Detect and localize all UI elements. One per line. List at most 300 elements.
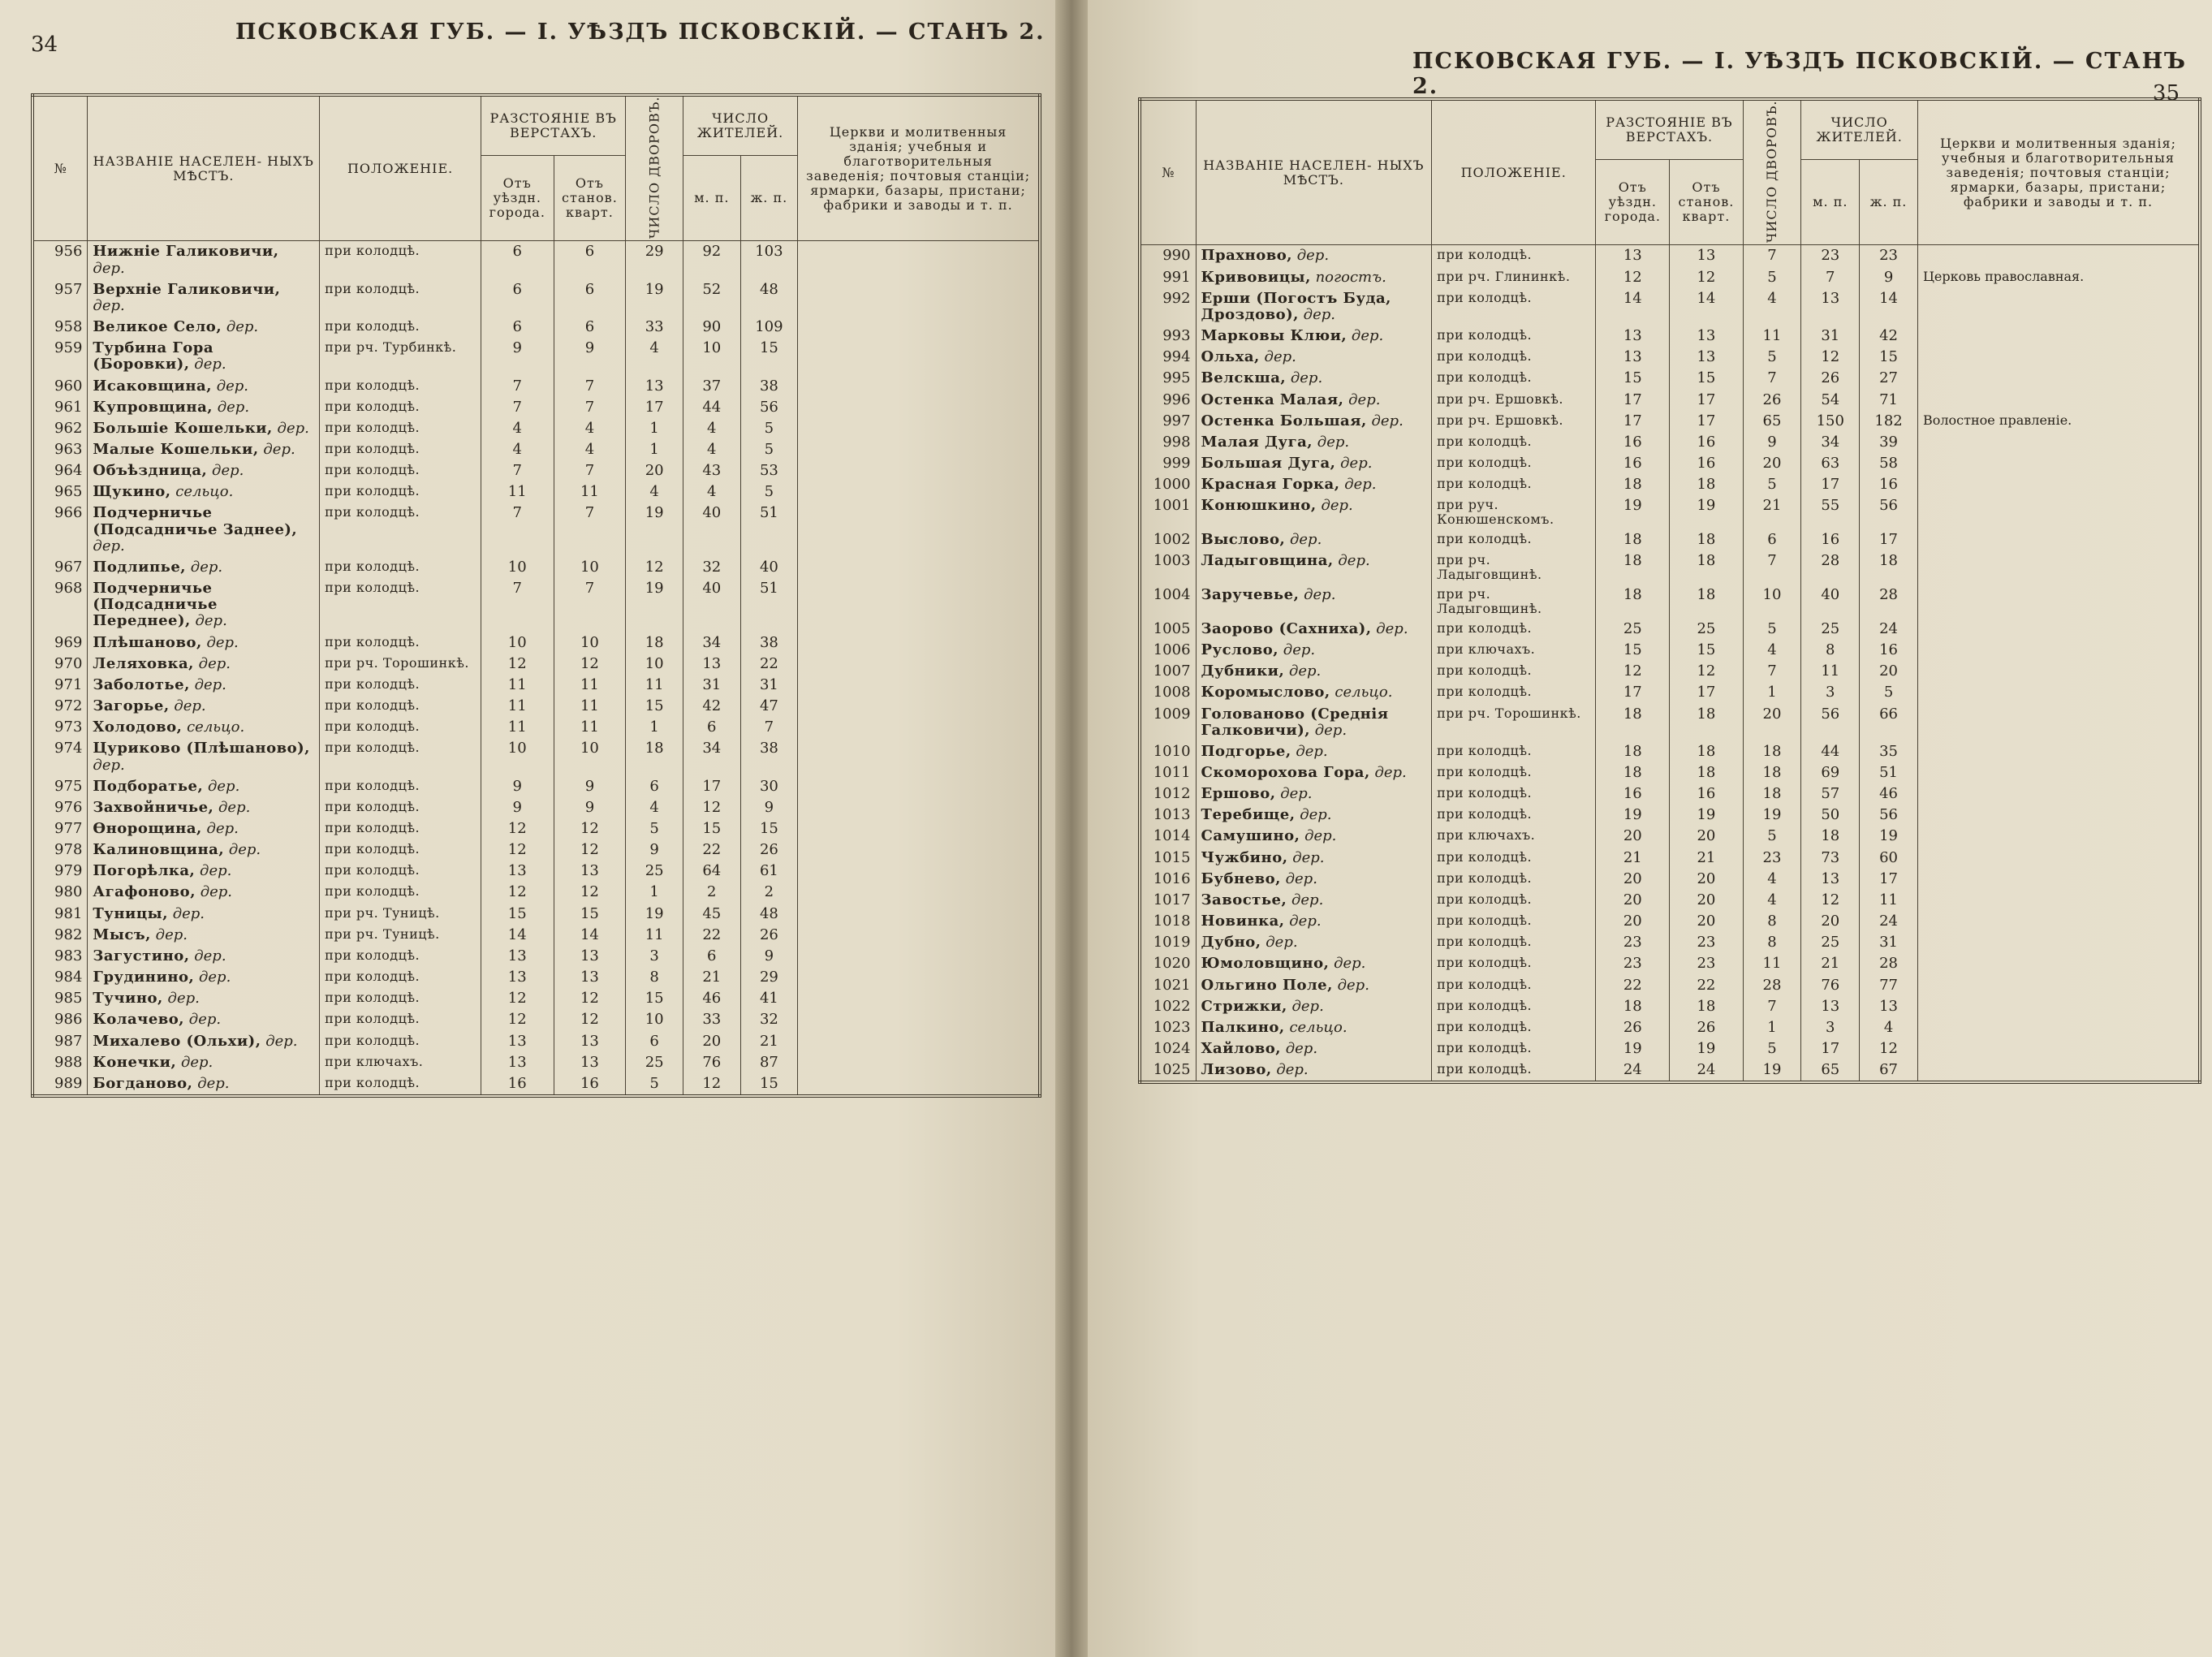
place-name: Цуриково (Плѣшаново), — [93, 740, 310, 757]
female-count: 67 — [1860, 1059, 1918, 1082]
place-name-cell — [88, 481, 320, 503]
row-number: 1009 — [1140, 704, 1196, 741]
distance-from-stan: 16 — [1670, 453, 1743, 474]
distance-from-stan: 12 — [554, 818, 626, 839]
yards-count: 1 — [626, 439, 683, 460]
yards-count: 29 — [626, 241, 683, 279]
row-number: 973 — [32, 717, 88, 738]
male-count: 21 — [1801, 953, 1860, 974]
place-name-cell — [88, 460, 320, 481]
distance-from-stan: 13 — [1670, 347, 1743, 368]
distance-from-stan: 13 — [554, 861, 626, 882]
place-name: Подчерничье (Подсадничье Заднее), — [93, 504, 298, 538]
place-name: Самушино, — [1201, 827, 1300, 845]
table-row — [32, 946, 1040, 967]
distance-from-city: 13 — [481, 967, 554, 988]
place-kind: дер. — [1289, 913, 1322, 930]
place-kind: дер. — [155, 926, 188, 943]
position: при колодцѣ. — [320, 632, 481, 654]
position: при руч. Конюшенскомъ. — [1432, 495, 1596, 529]
yards-count: 18 — [626, 632, 683, 654]
distance-from-city: 17 — [1596, 390, 1670, 411]
distance-from-city: 11 — [481, 481, 554, 503]
col-female: ж. п. — [1860, 160, 1918, 245]
distance-from-city: 19 — [1596, 495, 1670, 529]
place-name-cell — [1196, 267, 1432, 288]
table-row — [1140, 1017, 2200, 1038]
position: при колодцѣ. — [320, 696, 481, 717]
row-number: 1001 — [1140, 495, 1196, 529]
place-name-cell — [1196, 890, 1432, 911]
place-name: Загустино, — [93, 947, 190, 964]
notes — [1917, 1017, 2200, 1038]
position: при колодцѣ. — [1432, 619, 1596, 640]
place-kind: сельцо. — [1335, 684, 1393, 701]
row-number: 958 — [32, 317, 88, 338]
position: при колодцѣ. — [1432, 848, 1596, 869]
distance-from-stan: 14 — [1670, 288, 1743, 326]
position: при колодцѣ. — [1432, 996, 1596, 1017]
distance-from-city: 7 — [481, 397, 554, 418]
place-name: Ерши (Погостъ Буда, Дроздово), — [1201, 289, 1391, 323]
place-name: Подлипье, — [93, 558, 187, 576]
notes — [798, 503, 1040, 556]
male-count: 34 — [1801, 432, 1860, 453]
position: при колодцѣ. — [1432, 869, 1596, 890]
row-number: 976 — [32, 797, 88, 818]
table-row — [32, 776, 1040, 797]
female-count: 103 — [740, 241, 798, 279]
female-count: 42 — [1860, 326, 1918, 347]
male-count: 64 — [683, 861, 740, 882]
female-count: 16 — [1860, 640, 1918, 661]
place-name: Коромыслово, — [1201, 684, 1330, 701]
place-name: Подгорье, — [1201, 742, 1291, 760]
notes — [1917, 453, 2200, 474]
row-number: 1019 — [1140, 932, 1196, 953]
table-row — [1140, 390, 2200, 411]
place-kind: дер. — [1290, 369, 1323, 387]
place-name-cell — [88, 1073, 320, 1096]
distance-from-city: 7 — [481, 460, 554, 481]
table-row — [1140, 474, 2200, 495]
distance-from-city: 23 — [1596, 932, 1670, 953]
distance-from-city: 9 — [481, 797, 554, 818]
place-kind: дер. — [93, 259, 125, 277]
notes — [798, 460, 1040, 481]
male-count: 92 — [683, 241, 740, 279]
row-number: 975 — [32, 776, 88, 797]
distance-from-stan: 19 — [1670, 805, 1743, 826]
row-number: 1012 — [1140, 783, 1196, 805]
place-name-cell — [1196, 368, 1432, 389]
row-number: 987 — [32, 1031, 88, 1052]
place-kind: дер. — [1283, 641, 1316, 659]
yards-count: 4 — [1743, 640, 1801, 661]
table-row — [32, 967, 1040, 988]
place-name: Выслово, — [1201, 531, 1286, 549]
place-name-cell — [88, 818, 320, 839]
notes — [798, 1052, 1040, 1073]
row-number: 1023 — [1140, 1017, 1196, 1038]
yards-count: 4 — [1743, 288, 1801, 326]
place-kind: дер. — [1351, 327, 1384, 345]
female-count: 9 — [740, 797, 798, 818]
position: при колодцѣ. — [320, 967, 481, 988]
row-number: 977 — [32, 818, 88, 839]
female-count: 60 — [1860, 848, 1918, 869]
place-name-cell — [1196, 245, 1432, 267]
position: при ключахъ. — [1432, 826, 1596, 847]
place-name: Грудинино, — [93, 969, 195, 986]
yards-count: 11 — [1743, 953, 1801, 974]
table-row — [32, 439, 1040, 460]
male-count: 8 — [1801, 640, 1860, 661]
table-row — [1140, 245, 2200, 267]
place-kind: дер. — [1304, 827, 1337, 845]
yards-count: 1 — [1743, 1017, 1801, 1038]
place-kind: сельцо. — [175, 483, 234, 501]
row-number: 969 — [32, 632, 88, 654]
place-name: Большая Дуга, — [1201, 455, 1336, 472]
male-count: 44 — [1801, 741, 1860, 762]
notes — [1917, 474, 2200, 495]
female-count: 9 — [1860, 267, 1918, 288]
female-count: 11 — [1860, 890, 1918, 911]
female-count: 48 — [740, 904, 798, 925]
position: при ключахъ. — [320, 1052, 481, 1073]
male-count: 46 — [683, 988, 740, 1009]
table-row — [1140, 529, 2200, 550]
place-name-cell — [1196, 682, 1432, 703]
male-count: 54 — [1801, 390, 1860, 411]
place-name: Заручевье, — [1201, 586, 1300, 604]
row-number: 990 — [1140, 245, 1196, 267]
place-name: Ольгино Поле, — [1201, 976, 1333, 994]
place-name-cell — [88, 317, 320, 338]
notes — [798, 439, 1040, 460]
place-name: Прахново, — [1201, 247, 1292, 265]
female-count: 58 — [1860, 453, 1918, 474]
distance-from-stan: 7 — [554, 503, 626, 556]
place-name: Верхніе Галиковичи, — [93, 280, 281, 298]
table-row — [32, 481, 1040, 503]
male-count: 34 — [683, 632, 740, 654]
distance-from-city: 18 — [1596, 474, 1670, 495]
position: при колодцѣ. — [1432, 741, 1596, 762]
notes — [798, 696, 1040, 717]
female-count: 5 — [740, 439, 798, 460]
row-number: 989 — [32, 1073, 88, 1096]
row-number: 983 — [32, 946, 88, 967]
distance-from-stan: 18 — [1670, 704, 1743, 741]
row-number: 967 — [32, 557, 88, 578]
table-row — [1140, 585, 2200, 619]
table-row — [32, 397, 1040, 418]
place-name-cell — [88, 241, 320, 279]
table-row — [32, 675, 1040, 696]
male-count: 25 — [1801, 619, 1860, 640]
female-count: 46 — [1860, 783, 1918, 805]
notes — [798, 557, 1040, 578]
position: при колодцѣ. — [1432, 932, 1596, 953]
page-number: 34 — [31, 32, 58, 57]
yards-count: 15 — [626, 696, 683, 717]
notes — [798, 241, 1040, 279]
male-count: 4 — [683, 418, 740, 439]
place-kind: дер. — [200, 883, 233, 901]
male-count: 150 — [1801, 411, 1860, 432]
row-number: 1014 — [1140, 826, 1196, 847]
place-name-cell — [88, 503, 320, 556]
distance-from-city: 18 — [1596, 529, 1670, 550]
distance-from-stan: 9 — [554, 797, 626, 818]
notes — [1917, 619, 2200, 640]
yards-count: 7 — [1743, 996, 1801, 1017]
female-count: 15 — [740, 1073, 798, 1096]
place-name-cell — [1196, 762, 1432, 783]
table-row — [32, 503, 1040, 556]
female-count: 9 — [740, 946, 798, 967]
notes — [798, 797, 1040, 818]
place-name-cell — [1196, 826, 1432, 847]
place-kind: дер. — [1303, 305, 1335, 323]
distance-from-city: 11 — [481, 717, 554, 738]
place-kind: дер. — [1296, 247, 1330, 265]
notes — [798, 654, 1040, 675]
distance-from-stan: 11 — [554, 675, 626, 696]
table-row — [32, 279, 1040, 317]
yards-count: 7 — [1743, 661, 1801, 682]
notes — [1917, 932, 2200, 953]
place-kind: дер. — [93, 296, 125, 314]
distance-from-city: 15 — [1596, 368, 1670, 389]
row-number: 993 — [1140, 326, 1196, 347]
male-count: 18 — [1801, 826, 1860, 847]
yards-count: 19 — [626, 279, 683, 317]
place-kind: дер. — [1371, 412, 1404, 429]
table-body — [32, 241, 1040, 1096]
place-kind: дер. — [1276, 1061, 1309, 1079]
row-number: 1024 — [1140, 1038, 1196, 1059]
place-name: Подчерничье (Подсадничье Переднее), — [93, 580, 218, 630]
yards-count: 20 — [1743, 453, 1801, 474]
gazetteer-table — [1138, 97, 2201, 1084]
male-count: 57 — [1801, 783, 1860, 805]
table-row — [1140, 869, 2200, 890]
table-body — [1140, 245, 2200, 1082]
notes — [1917, 826, 2200, 847]
male-count: 4 — [683, 439, 740, 460]
distance-from-city: 19 — [1596, 1038, 1670, 1059]
table-row — [1140, 848, 2200, 869]
distance-from-city: 20 — [1596, 869, 1670, 890]
place-name: Чужбино, — [1201, 848, 1288, 866]
place-name: Туницы, — [93, 904, 168, 922]
distance-from-stan: 12 — [554, 882, 626, 903]
position: при колодцѣ. — [320, 317, 481, 338]
col-no: № — [1140, 99, 1196, 245]
position: при колодцѣ. — [320, 503, 481, 556]
distance-from-city: 12 — [1596, 267, 1670, 288]
row-number: 995 — [1140, 368, 1196, 389]
male-count: 45 — [683, 904, 740, 925]
place-name-cell — [88, 738, 320, 775]
female-count: 19 — [1860, 826, 1918, 847]
position: при колодцѣ. — [1432, 474, 1596, 495]
place-name-cell — [88, 654, 320, 675]
place-kind: дер. — [194, 947, 226, 964]
place-kind: дер. — [206, 819, 239, 837]
place-name: Малая Дуга, — [1201, 433, 1313, 451]
male-count: 12 — [1801, 890, 1860, 911]
table-row — [1140, 640, 2200, 661]
row-number: 1013 — [1140, 805, 1196, 826]
place-name: Исаковщина, — [93, 377, 212, 395]
notes — [1917, 661, 2200, 682]
yards-count: 17 — [626, 397, 683, 418]
gazetteer-table — [31, 93, 1041, 1098]
notes — [798, 946, 1040, 967]
place-name: Скоморохова Гора, — [1201, 764, 1370, 781]
row-number: 960 — [32, 376, 88, 397]
distance-from-city: 16 — [1596, 453, 1670, 474]
place-kind: дер. — [188, 1011, 222, 1029]
distance-from-stan: 6 — [554, 317, 626, 338]
place-kind: дер. — [212, 462, 244, 480]
female-count: 23 — [1860, 245, 1918, 267]
place-kind: дер. — [1266, 934, 1298, 951]
table-row — [1140, 783, 2200, 805]
yards-count: 7 — [1743, 368, 1801, 389]
notes — [1917, 975, 2200, 996]
place-name-cell — [88, 675, 320, 696]
position: при колодцѣ. — [320, 882, 481, 903]
table-row — [32, 1052, 1040, 1073]
place-name-cell — [1196, 326, 1432, 347]
row-number: 991 — [1140, 267, 1196, 288]
female-count: 32 — [740, 1009, 798, 1030]
distance-from-city: 17 — [1596, 411, 1670, 432]
yards-count: 9 — [1743, 432, 1801, 453]
female-count: 40 — [740, 557, 798, 578]
position: при колодцѣ. — [320, 797, 481, 818]
distance-from-stan: 19 — [1670, 495, 1743, 529]
place-name: Лизово, — [1201, 1061, 1272, 1079]
distance-from-city: 18 — [1596, 704, 1670, 741]
distance-from-city: 13 — [1596, 347, 1670, 368]
table-row — [1140, 975, 2200, 996]
distance-from-city: 20 — [1596, 890, 1670, 911]
male-count: 65 — [1801, 1059, 1860, 1082]
distance-from-city: 10 — [481, 632, 554, 654]
distance-from-stan: 18 — [1670, 762, 1743, 783]
distance-from-city: 11 — [481, 696, 554, 717]
female-count: 13 — [1860, 996, 1918, 1017]
distance-from-stan: 17 — [1670, 411, 1743, 432]
yards-count: 65 — [1743, 411, 1801, 432]
distance-from-city: 23 — [1596, 953, 1670, 974]
place-kind: дер. — [1285, 869, 1317, 887]
row-number: 1006 — [1140, 640, 1196, 661]
yards-count: 25 — [626, 861, 683, 882]
yards-count: 11 — [626, 925, 683, 946]
row-number: 1004 — [1140, 585, 1196, 619]
distance-from-stan: 9 — [554, 776, 626, 797]
row-number: 1018 — [1140, 911, 1196, 932]
place-kind: дер. — [1344, 476, 1377, 494]
row-number: 1008 — [1140, 682, 1196, 703]
place-kind: дер. — [1376, 619, 1408, 637]
table-row — [32, 418, 1040, 439]
place-kind: дер. — [180, 1053, 213, 1071]
place-kind: сельцо. — [1289, 1018, 1347, 1036]
place-kind: дер. — [1348, 391, 1381, 408]
distance-from-stan: 16 — [1670, 783, 1743, 805]
yards-count: 4 — [626, 481, 683, 503]
row-number: 974 — [32, 738, 88, 775]
table-row — [1140, 826, 2200, 847]
col-from-city: Отъ уѣздн. города. — [481, 156, 554, 241]
place-name-cell — [88, 946, 320, 967]
place-name-cell — [88, 797, 320, 818]
position: при рч. Глининкѣ. — [1432, 267, 1596, 288]
yards-count: 4 — [626, 797, 683, 818]
place-kind: погостъ. — [1315, 268, 1386, 286]
female-count: 51 — [740, 578, 798, 632]
female-count: 24 — [1860, 911, 1918, 932]
place-name-cell — [88, 839, 320, 861]
yards-count: 7 — [1743, 245, 1801, 267]
place-name-cell — [1196, 619, 1432, 640]
position: при колодцѣ. — [1432, 762, 1596, 783]
distance-from-city: 13 — [481, 861, 554, 882]
place-name: Красная Горка, — [1201, 476, 1340, 494]
male-count: 13 — [1801, 288, 1860, 326]
yards-count: 19 — [626, 904, 683, 925]
notes — [1917, 368, 2200, 389]
place-name-cell — [1196, 288, 1432, 326]
female-count: 109 — [740, 317, 798, 338]
place-name: Теребище, — [1201, 806, 1296, 824]
table-row — [32, 632, 1040, 654]
place-kind: дер. — [190, 558, 223, 576]
distance-from-stan: 4 — [554, 439, 626, 460]
yards-count: 8 — [626, 967, 683, 988]
page-number: 35 — [2152, 81, 2180, 106]
notes — [1917, 1059, 2200, 1082]
notes — [798, 397, 1040, 418]
row-number: 999 — [1140, 453, 1196, 474]
row-number: 1000 — [1140, 474, 1196, 495]
place-name: Ершово, — [1201, 785, 1276, 803]
col-from-stan: Отъ станов. кварт. — [1670, 160, 1743, 245]
male-count: 22 — [683, 925, 740, 946]
place-kind: дер. — [194, 356, 226, 373]
place-name-cell — [88, 632, 320, 654]
position: при колодцѣ. — [320, 376, 481, 397]
place-kind: дер. — [167, 990, 200, 1008]
notes — [1917, 762, 2200, 783]
distance-from-stan: 11 — [554, 717, 626, 738]
female-count: 5 — [740, 418, 798, 439]
place-name-cell — [1196, 347, 1432, 368]
row-number: 1005 — [1140, 619, 1196, 640]
position: при колодцѣ. — [1432, 890, 1596, 911]
table-row — [1140, 661, 2200, 682]
distance-from-stan: 7 — [554, 376, 626, 397]
male-count: 76 — [1801, 975, 1860, 996]
